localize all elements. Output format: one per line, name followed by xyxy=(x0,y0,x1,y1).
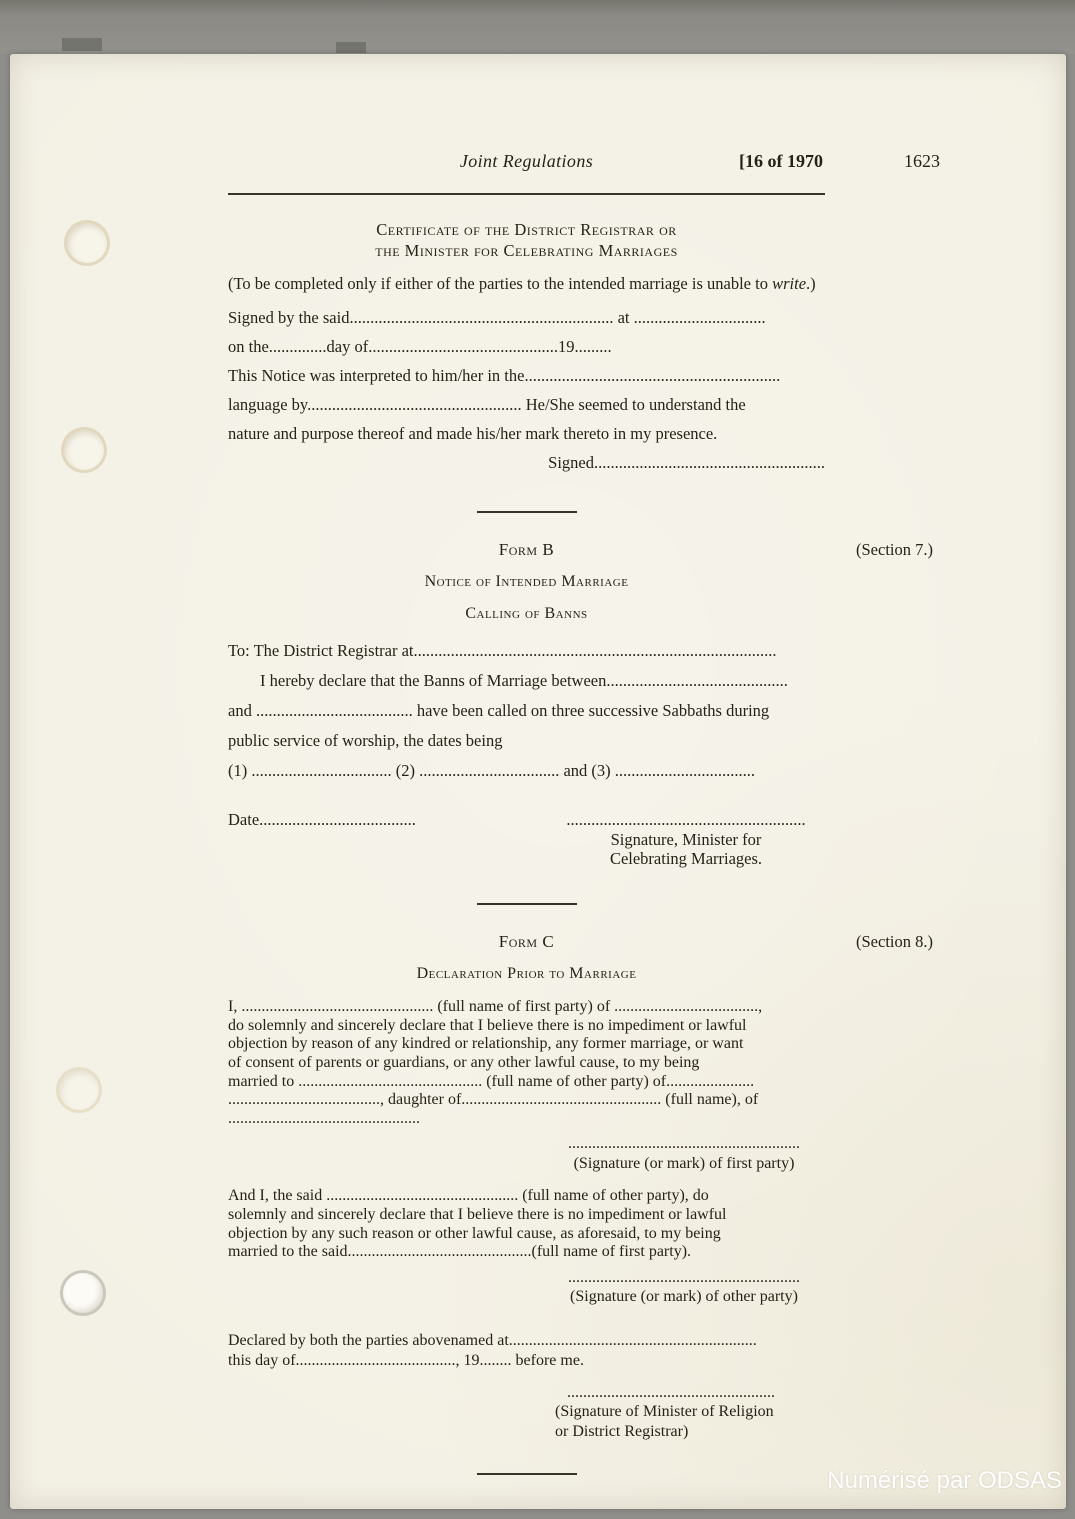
signature-caption: (Signature (or mark) of other party) xyxy=(570,1288,798,1306)
form-c-title: Form C xyxy=(498,931,555,951)
form-c-title-row xyxy=(228,931,933,953)
form-line: on the..............day of..............................................19......... xyxy=(228,336,612,356)
form-line: Signed by the said................................................................ at ................................ xyxy=(228,307,766,327)
section-separator xyxy=(477,1473,577,1475)
form-b-lines xyxy=(228,636,825,786)
odsas-watermark: Numérisé par ODSAS xyxy=(827,1467,1062,1494)
form-line: (1) .................................. (2) .................................. and (3) .................................. xyxy=(228,761,756,781)
certificate-heading-line2: the Minister for Celebrating Marriages xyxy=(375,241,678,260)
paper-sheet xyxy=(10,54,1066,1509)
signature-line: .................................................... xyxy=(567,1383,775,1401)
form-line: public service of worship, the dates being xyxy=(228,731,503,751)
form-line: This Notice was interpreted to him/her in the.............................................................. xyxy=(228,365,781,385)
punch-hole xyxy=(67,223,107,263)
form-b-date-row xyxy=(228,810,825,869)
signature-line: .......................................................... xyxy=(566,810,806,830)
signed-line: Signed........................................................ xyxy=(548,452,825,472)
form-c-paragraph-2 xyxy=(228,1187,825,1261)
signature-caption: Celebrating Marriages. xyxy=(609,849,763,869)
page-header xyxy=(228,150,940,178)
form-line: this day of........................................, 19........ before me. xyxy=(228,1351,584,1369)
intro-text-end: .) xyxy=(806,274,816,293)
other-party-signature-block xyxy=(543,1268,825,1307)
intro-italic-word: write xyxy=(772,274,807,293)
form-b-signature-block xyxy=(547,810,825,869)
form-b-subtitle2: Calling of Banns xyxy=(465,605,588,623)
form-line: And I, the said ................................................ (full name of other party), do xyxy=(228,1187,709,1205)
first-party-signature-block xyxy=(543,1134,825,1173)
scan-top-edge xyxy=(0,0,1075,54)
form-line: I hereby declare that the Banns of Marriage between............................................ xyxy=(260,671,788,691)
certificate-heading-line1: Certificate of the District Registrar or xyxy=(376,220,677,239)
certificate-form-lines xyxy=(228,303,825,448)
form-line: objection by any such reason or other lawful cause, as aforesaid, to my being xyxy=(228,1224,721,1242)
form-line: solemnly and sincerely declare that I believe there is no impediment or lawful xyxy=(228,1206,727,1223)
signature-caption: Signature, Minister for xyxy=(610,829,762,849)
form-line: married to the said..............................................(full name of first party). xyxy=(228,1243,692,1261)
form-b-title: Form B xyxy=(498,539,555,559)
punch-hole xyxy=(59,1070,99,1110)
header-rule xyxy=(228,193,825,195)
form-line: do solemnly and sincerely declare that I believe there is no impediment or lawful xyxy=(228,1016,747,1034)
form-line: Declared by both the parties abovenamed at.............................................................. xyxy=(228,1331,757,1349)
form-line: married to .............................................. (full name of other party) of...................... xyxy=(228,1072,755,1090)
form-line: ......................................, daughter of.................................................. (full name), of xyxy=(228,1091,759,1109)
signature-caption: (Signature (or mark) of first party) xyxy=(573,1154,795,1172)
intro-text: (To be completed only if either of the parties to the intended marriage is unable to xyxy=(228,274,773,293)
form-c-paragraph-1 xyxy=(228,998,825,1128)
signature-caption: or District Registrar) xyxy=(555,1422,689,1440)
binder-shadow-mark xyxy=(336,42,366,53)
date-line: Date...................................... xyxy=(228,810,416,830)
form-line: I, ................................................ (full name of first party) of ...................................., xyxy=(228,998,763,1016)
form-line: ................................................ xyxy=(228,1109,420,1127)
page-content xyxy=(228,150,940,1475)
form-b-subtitle: Notice of Intended Marriage xyxy=(424,573,629,591)
form-c-section-label: (Section 8.) xyxy=(856,931,933,951)
citation: [16 of 1970 xyxy=(739,151,823,171)
page-number: 1623 xyxy=(904,151,940,171)
punch-hole xyxy=(64,430,104,470)
certificate-intro xyxy=(228,273,825,295)
signature-line: .......................................................... xyxy=(568,1268,800,1286)
signature-line: .......................................................... xyxy=(568,1135,800,1153)
binder-shadow-mark xyxy=(62,38,102,51)
form-line: language by.................................................... He/She seemed to understand the xyxy=(228,394,746,414)
form-b-section-label: (Section 7.) xyxy=(856,539,933,559)
form-b-title-row xyxy=(228,539,933,561)
page-title: Joint Regulations xyxy=(459,151,594,171)
certificate-heading xyxy=(228,219,825,261)
form-line: nature and purpose thereof and made his/her mark thereto in my presence. xyxy=(228,423,718,443)
signature-caption: (Signature of Minister of Religion xyxy=(555,1403,774,1421)
punch-hole xyxy=(63,1273,103,1313)
section-separator xyxy=(477,903,577,905)
form-line: of consent of parents or guardians, or any other lawful cause, to my being xyxy=(228,1054,700,1072)
form-line: objection by reason of any kindred or relationship, any former marriage, or want xyxy=(228,1035,744,1053)
declared-paragraph xyxy=(228,1331,825,1371)
minister-signature-block xyxy=(555,1383,837,1442)
form-c-subtitle: Declaration Prior to Marriage xyxy=(416,965,637,983)
form-line: To: The District Registrar at........................................................................................ xyxy=(228,641,777,661)
form-line: and ...................................... have been called on three successive Sabbaths during xyxy=(228,701,770,721)
section-separator xyxy=(477,511,577,513)
